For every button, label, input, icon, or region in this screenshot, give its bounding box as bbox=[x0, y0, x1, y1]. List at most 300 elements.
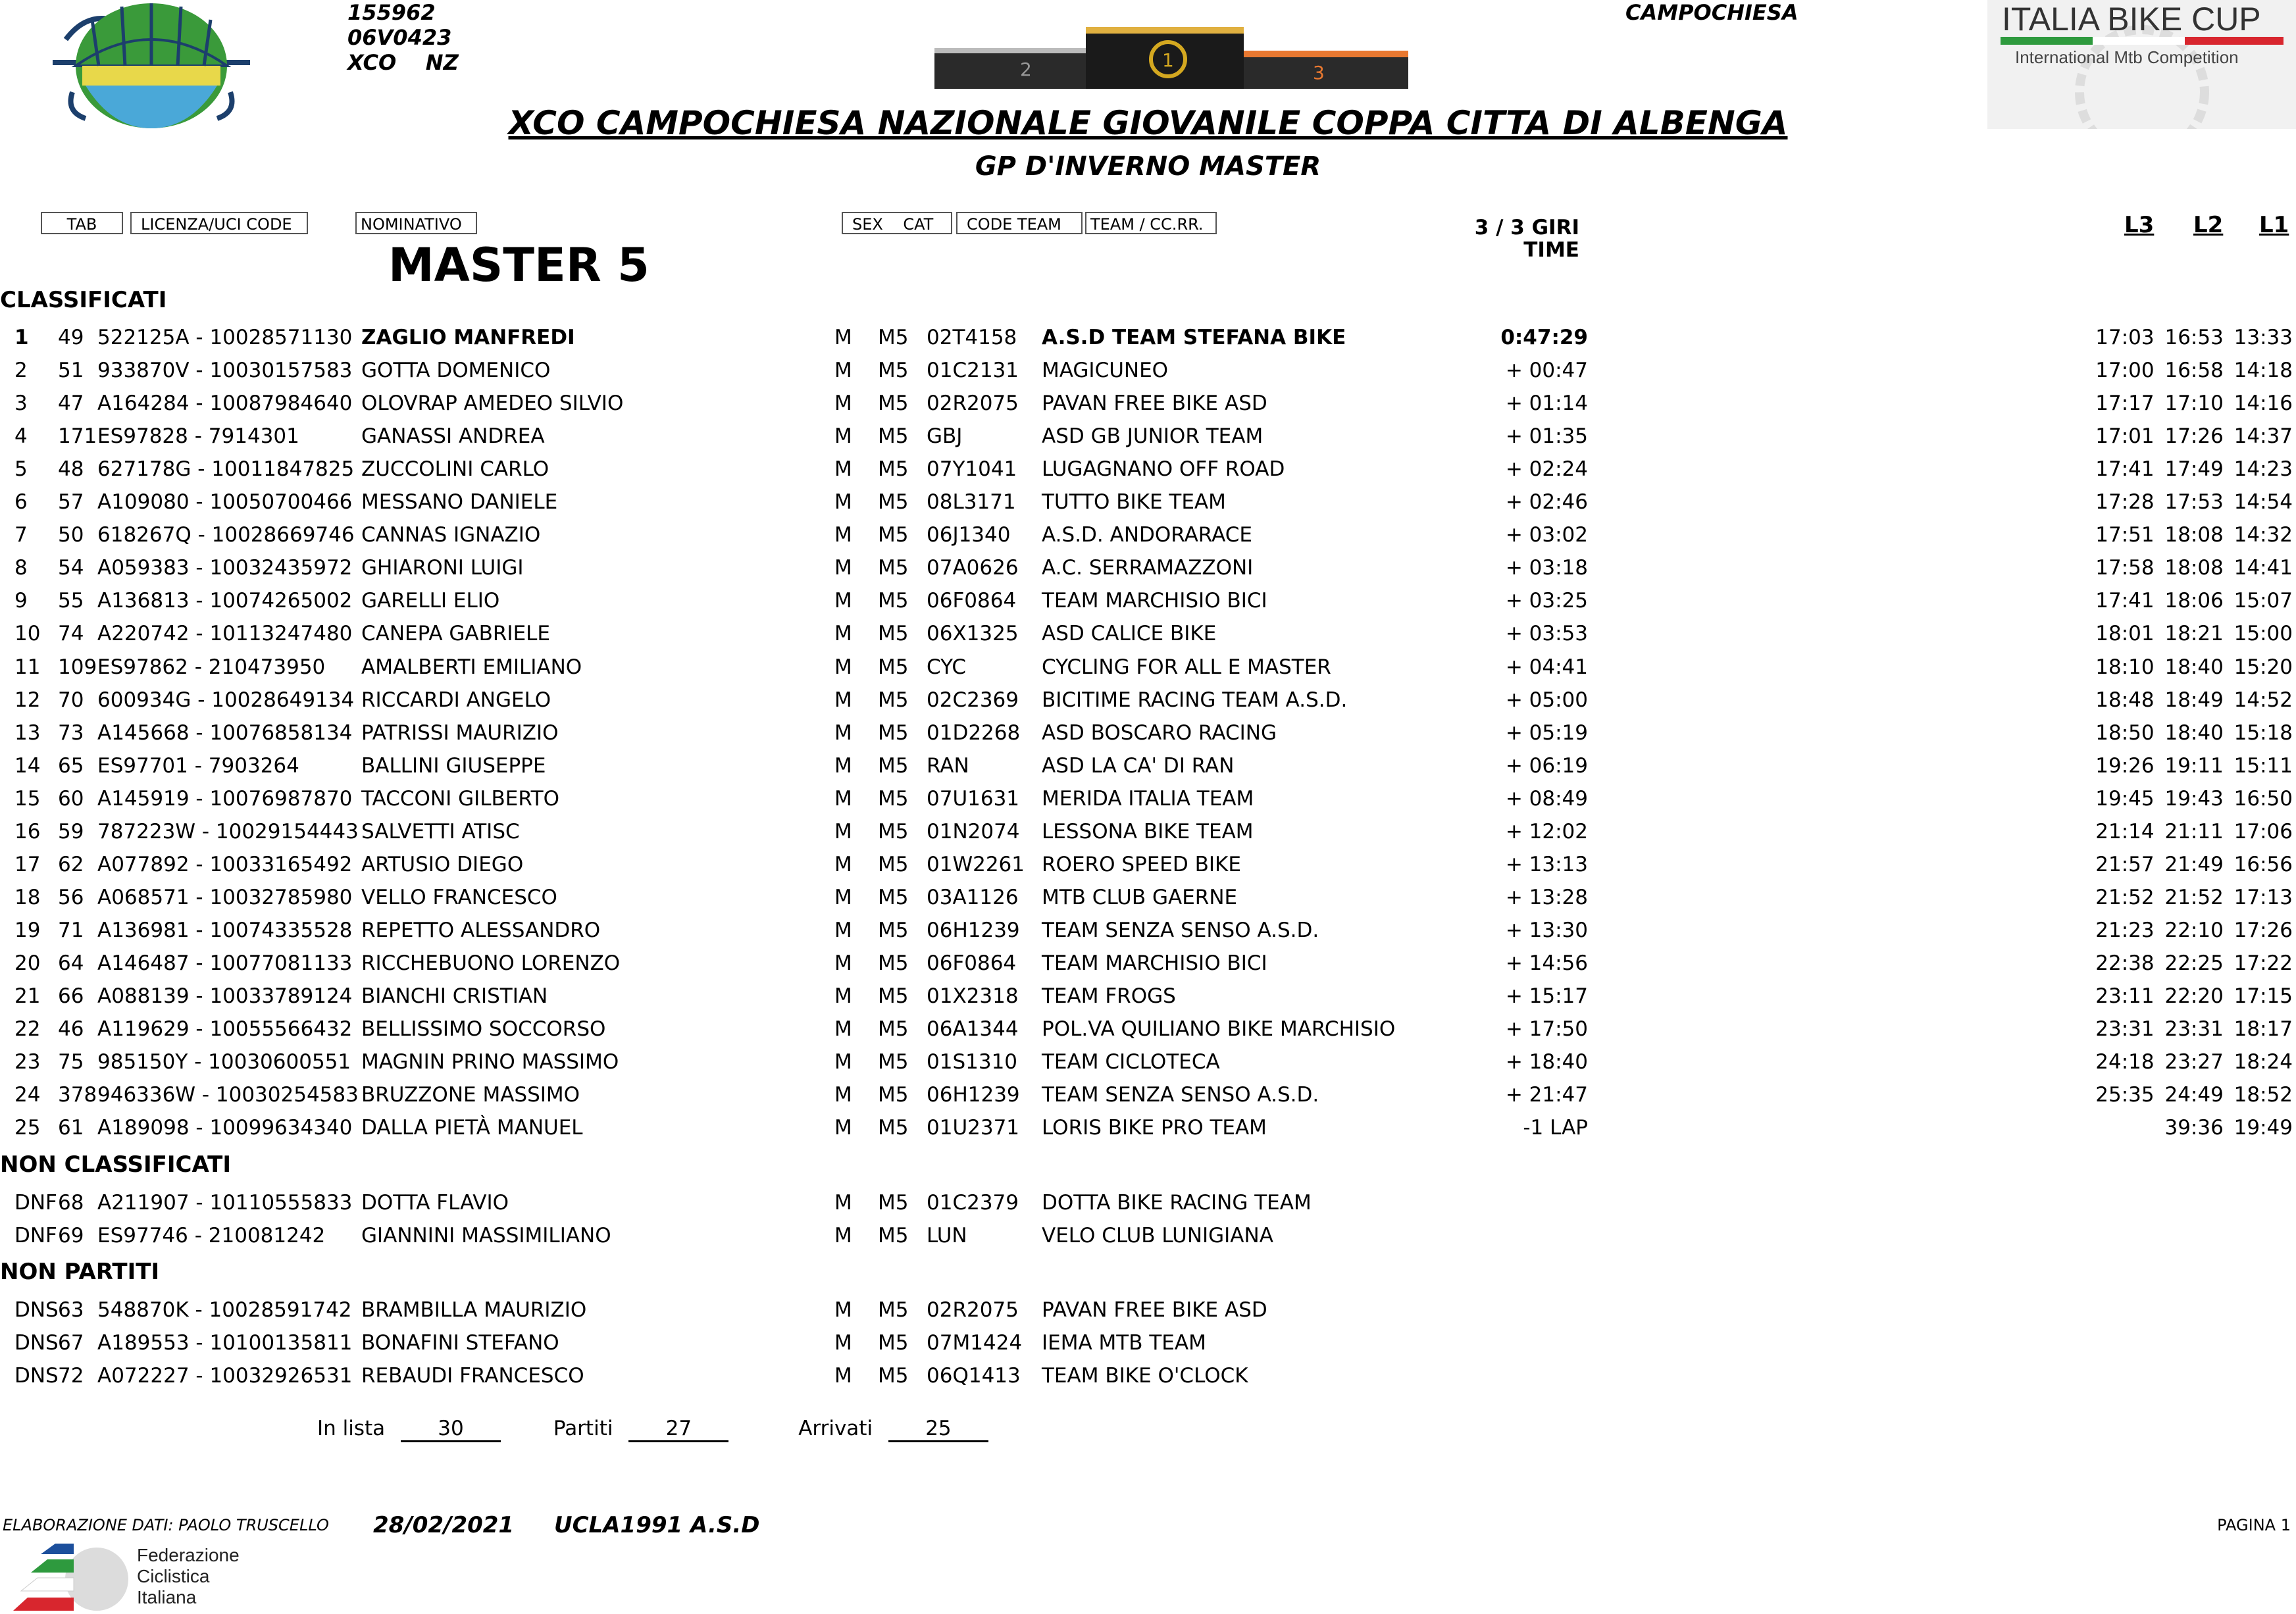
category: M5 bbox=[878, 819, 909, 844]
team-code: 06A1344 bbox=[927, 1017, 1019, 1042]
license-code: A146487 - 10077081133 bbox=[97, 951, 353, 975]
team-name: LUGAGNANO OFF ROAD bbox=[1042, 457, 1285, 482]
bib-number: 68 bbox=[58, 1191, 84, 1215]
license-code: 600934G - 10028649134 bbox=[97, 688, 355, 712]
team-name: BICITIME RACING TEAM A.S.D. bbox=[1042, 688, 1348, 712]
result-row bbox=[0, 980, 2296, 1013]
lap-times: 24:18 23:27 18:24 bbox=[2095, 1050, 2293, 1074]
team-code: 01D2268 bbox=[927, 720, 1021, 745]
team-name: MAGICUNEO bbox=[1042, 359, 1169, 383]
rider-name: GIANNINI MASSIMILIANO bbox=[361, 1224, 611, 1248]
position: 13 bbox=[14, 720, 41, 745]
sex: M bbox=[834, 359, 852, 383]
result-row bbox=[0, 551, 2296, 584]
location-label: CAMPOCHIESA bbox=[1625, 0, 1799, 25]
bib-number: 378 bbox=[58, 1083, 97, 1107]
rider-name: ZUCCOLINI CARLO bbox=[361, 457, 549, 482]
sex: M bbox=[834, 1224, 852, 1248]
col-header-l3: L3 bbox=[2124, 212, 2155, 238]
fci-logo bbox=[8, 1540, 133, 1611]
col-header-l1: L1 bbox=[2259, 212, 2289, 238]
team-code: 07M1424 bbox=[927, 1331, 1023, 1355]
license-code: A211907 - 10110555833 bbox=[97, 1191, 353, 1215]
footer-date: 28/02/2021 bbox=[373, 1512, 515, 1538]
team-name: MTB CLUB GAERNE bbox=[1042, 885, 1238, 909]
sex: M bbox=[834, 852, 852, 876]
category: M5 bbox=[878, 359, 909, 383]
rider-name: MESSANO DANIELE bbox=[361, 490, 558, 515]
bib-number: 65 bbox=[58, 753, 84, 778]
finish-time: + 03:02 bbox=[1505, 523, 1588, 547]
sex: M bbox=[834, 589, 852, 613]
col-header-time: TIME bbox=[1523, 238, 1579, 262]
category-title: MASTER 5 bbox=[388, 238, 650, 292]
fci-line-2: Ciclistica bbox=[137, 1566, 210, 1586]
position: 6 bbox=[14, 490, 28, 515]
license-code: 985150Y - 10030600551 bbox=[97, 1050, 351, 1074]
category: M5 bbox=[878, 951, 909, 975]
bib-number: 49 bbox=[58, 326, 84, 349]
event-subtitle: GP D'INVERNO MASTER bbox=[975, 151, 1321, 182]
rider-name: AMALBERTI EMILIANO bbox=[361, 655, 582, 679]
result-row bbox=[0, 815, 2296, 848]
result-row bbox=[0, 782, 2296, 815]
event-title: XCO CAMPOCHIESA NAZIONALE GIOVANILE COPPA CITTA DI ALBENGA bbox=[508, 104, 1788, 142]
team-name: TUTTO BIKE TEAM bbox=[1042, 490, 1226, 515]
license-code: A189553 - 10100135811 bbox=[97, 1331, 353, 1355]
position: 22 bbox=[14, 1017, 41, 1042]
category: M5 bbox=[878, 391, 909, 416]
finish-time: + 03:25 bbox=[1505, 589, 1588, 613]
license-code: 787223W - 10029154443 bbox=[97, 819, 359, 844]
lap-times: 19:26 19:11 15:11 bbox=[2095, 753, 2293, 778]
arrivati-value: 25 bbox=[888, 1417, 988, 1442]
category: M5 bbox=[878, 655, 909, 679]
team-name: LORIS BIKE PRO TEAM bbox=[1042, 1116, 1267, 1140]
sex: M bbox=[834, 951, 852, 975]
lap-times: 19:45 19:43 16:50 bbox=[2095, 786, 2293, 811]
team-name: VELO CLUB LUNIGIANA bbox=[1042, 1224, 1273, 1248]
category: M5 bbox=[878, 589, 909, 613]
result-row bbox=[0, 684, 2296, 717]
finish-time: + 13:30 bbox=[1505, 918, 1588, 942]
elaborazione-dati: ELABORAZIONE DATI: PAOLO TRUSCELLO bbox=[3, 1516, 329, 1534]
team-code: 01C2131 bbox=[927, 359, 1019, 383]
team-name: IEMA MTB TEAM bbox=[1042, 1331, 1206, 1355]
svg-text:1: 1 bbox=[1162, 49, 1174, 71]
rider-name: CANEPA GABRIELE bbox=[361, 622, 551, 646]
license-code: 618267Q - 10028669746 bbox=[97, 523, 355, 547]
license-code: A189098 - 10099634340 bbox=[97, 1116, 353, 1140]
rider-name: GARELLI ELIO bbox=[361, 589, 500, 613]
rider-name: MAGNIN PRINO MASSIMO bbox=[361, 1050, 619, 1074]
finish-time: + 01:35 bbox=[1505, 424, 1588, 449]
sex: M bbox=[834, 424, 852, 449]
bib-number: 54 bbox=[58, 556, 84, 580]
lap-times: 17:03 16:53 13:33 bbox=[2095, 326, 2293, 349]
lap-times: 17:28 17:53 14:54 bbox=[2095, 490, 2293, 515]
result-row bbox=[0, 1078, 2296, 1111]
result-row bbox=[0, 914, 2296, 947]
fci-line-1: Federazione bbox=[137, 1545, 240, 1565]
rider-name: RICCHEBUONO LORENZO bbox=[361, 951, 621, 975]
sex: M bbox=[834, 1116, 852, 1140]
result-row bbox=[0, 584, 2296, 617]
sex: M bbox=[834, 885, 852, 909]
sex: M bbox=[834, 622, 852, 646]
bib-number: 66 bbox=[58, 984, 84, 1008]
position: 19 bbox=[14, 918, 41, 942]
license-code: A068571 - 10032785980 bbox=[97, 885, 353, 909]
rider-name: SALVETTI ATISC bbox=[361, 819, 520, 844]
sex: M bbox=[834, 918, 852, 942]
sex: M bbox=[834, 1298, 852, 1322]
team-name: ROERO SPEED BIKE bbox=[1042, 852, 1241, 876]
team-name: TEAM BIKE O'CLOCK bbox=[1042, 1364, 1248, 1388]
rider-name: TACCONI GILBERTO bbox=[361, 786, 559, 811]
team-name: TEAM FROGS bbox=[1042, 984, 1176, 1008]
license-code: A136981 - 10074335528 bbox=[97, 918, 353, 942]
lap-times: 17:58 18:08 14:41 bbox=[2095, 556, 2293, 580]
position: 8 bbox=[14, 556, 28, 580]
in-lista-value: 30 bbox=[401, 1417, 501, 1442]
italia-bike-cup-title: ITALIA BIKE CUP bbox=[2002, 1, 2261, 38]
position: DNS bbox=[14, 1364, 59, 1388]
position: DNF bbox=[14, 1191, 57, 1215]
team-code: 06H1239 bbox=[927, 1083, 1020, 1107]
sex: M bbox=[834, 688, 852, 712]
bib-number: 56 bbox=[58, 885, 84, 909]
team-code: RAN bbox=[927, 753, 969, 778]
position: 2 bbox=[14, 359, 28, 383]
rider-name: BRAMBILLA MAURIZIO bbox=[361, 1298, 587, 1322]
rider-name: PATRISSI MAURIZIO bbox=[361, 720, 559, 745]
col-header-nominativo: NOMINATIVO bbox=[355, 212, 477, 234]
result-row bbox=[0, 1046, 2296, 1078]
bib-number: 63 bbox=[58, 1298, 84, 1322]
lap-times: 17:17 17:10 14:16 bbox=[2095, 391, 2293, 416]
position: 23 bbox=[14, 1050, 41, 1074]
col-header-code-team: CODE TEAM bbox=[956, 212, 1083, 234]
result-row bbox=[0, 617, 2296, 650]
rider-name: GOTTA DOMENICO bbox=[361, 359, 551, 383]
sex: M bbox=[834, 720, 852, 745]
team-code: 01C2379 bbox=[927, 1191, 1019, 1215]
rider-name: ZAGLIO MANFREDI bbox=[361, 326, 575, 349]
finish-time: + 05:19 bbox=[1505, 720, 1588, 745]
sex: M bbox=[834, 786, 852, 811]
section-non-partiti: NON PARTITI bbox=[0, 1259, 160, 1285]
result-row bbox=[0, 848, 2296, 881]
result-row bbox=[0, 947, 2296, 980]
result-row bbox=[0, 1013, 2296, 1046]
team-code: 02R2075 bbox=[927, 1298, 1019, 1322]
bib-number: 46 bbox=[58, 1017, 84, 1042]
result-row bbox=[0, 453, 2296, 486]
svg-text:3: 3 bbox=[1313, 62, 1325, 84]
bib-number: 55 bbox=[58, 589, 84, 613]
finish-time: + 12:02 bbox=[1505, 819, 1588, 844]
lap-times: 21:57 21:49 16:56 bbox=[2095, 852, 2293, 876]
result-row bbox=[0, 1294, 2296, 1326]
bib-number: 47 bbox=[58, 391, 84, 416]
bib-number: 69 bbox=[58, 1224, 84, 1248]
category: M5 bbox=[878, 1298, 909, 1322]
license-code: 946336W - 10030254583 bbox=[97, 1083, 359, 1107]
lap-times: 39:36 19:49 bbox=[2164, 1116, 2293, 1140]
bib-number: 50 bbox=[58, 523, 84, 547]
team-code: LUN bbox=[927, 1224, 967, 1248]
lap-times: 22:38 22:25 17:22 bbox=[2095, 951, 2293, 975]
position: 5 bbox=[14, 457, 28, 482]
team-code: 01N2074 bbox=[927, 819, 1020, 844]
team-name: CYCLING FOR ALL E MASTER bbox=[1042, 655, 1331, 679]
license-code: 627178G - 10011847825 bbox=[97, 457, 355, 482]
team-name: A.C. SERRAMAZZONI bbox=[1042, 556, 1254, 580]
team-code: 07Y1041 bbox=[927, 457, 1017, 482]
license-code: ES97746 - 210081242 bbox=[97, 1224, 326, 1248]
fci-line-3: Italiana bbox=[137, 1587, 197, 1607]
finish-time: + 06:19 bbox=[1505, 753, 1588, 778]
category: M5 bbox=[878, 984, 909, 1008]
sex: M bbox=[834, 1083, 852, 1107]
license-code: 548870K - 10028591742 bbox=[97, 1298, 352, 1322]
team-code: 03A1126 bbox=[927, 885, 1019, 909]
rider-name: DALLA PIETÀ MANUEL bbox=[361, 1116, 583, 1140]
position: DNS bbox=[14, 1298, 59, 1322]
result-row bbox=[0, 749, 2296, 782]
rider-name: REPETTO ALESSANDRO bbox=[361, 918, 601, 942]
sex: M bbox=[834, 1364, 852, 1388]
team-code: 06J1340 bbox=[927, 523, 1011, 547]
license-code: 522125A - 10028571130 bbox=[97, 326, 353, 349]
result-row bbox=[0, 881, 2296, 914]
position: 18 bbox=[14, 885, 41, 909]
lap-times: 17:01 17:26 14:37 bbox=[2095, 424, 2293, 449]
position: 15 bbox=[14, 786, 41, 811]
event-code-2: 06V0423 bbox=[347, 25, 452, 50]
category: M5 bbox=[878, 1116, 909, 1140]
finish-time: 0:47:29 bbox=[1500, 326, 1588, 349]
team-name: TEAM CICLOTECA bbox=[1042, 1050, 1220, 1074]
partiti-value: 27 bbox=[628, 1417, 728, 1442]
category: M5 bbox=[878, 1083, 909, 1107]
bib-number: 74 bbox=[58, 622, 84, 646]
sex: M bbox=[834, 753, 852, 778]
col-header-team: TEAM / CC.RR. bbox=[1085, 212, 1217, 234]
lap-times: 21:52 21:52 17:13 bbox=[2095, 885, 2293, 909]
rider-name: DOTTA FLAVIO bbox=[361, 1191, 509, 1215]
position: 16 bbox=[14, 819, 41, 844]
sex: M bbox=[834, 523, 852, 547]
rider-name: RICCARDI ANGELO bbox=[361, 688, 551, 712]
license-code: ES97828 - 7914301 bbox=[97, 424, 299, 449]
team-code: 01U2371 bbox=[927, 1116, 1020, 1140]
lap-times: 18:48 18:49 14:52 bbox=[2095, 688, 2293, 712]
position: 4 bbox=[14, 424, 28, 449]
category: M5 bbox=[878, 622, 909, 646]
finish-time: + 08:49 bbox=[1505, 786, 1588, 811]
rider-name: OLOVRAP AMEDEO SILVIO bbox=[361, 391, 624, 416]
lap-times: 17:41 18:06 15:07 bbox=[2095, 589, 2293, 613]
svg-text:2: 2 bbox=[1020, 59, 1032, 80]
license-code: A164284 - 10087984640 bbox=[97, 391, 353, 416]
finish-time: + 13:28 bbox=[1505, 885, 1588, 909]
in-lista-label: In lista bbox=[317, 1417, 386, 1440]
lap-times: 21:23 22:10 17:26 bbox=[2095, 918, 2293, 942]
event-code-3: XCO NZ bbox=[347, 50, 459, 75]
team-code: 01S1310 bbox=[927, 1050, 1018, 1074]
team-code: 06H1239 bbox=[927, 918, 1020, 942]
bib-number: 109 bbox=[58, 655, 97, 679]
bib-number: 73 bbox=[58, 720, 84, 745]
license-code: A088139 - 10033789124 bbox=[97, 984, 353, 1008]
rider-name: BONAFINI STEFANO bbox=[361, 1331, 559, 1355]
finish-time: + 02:24 bbox=[1505, 457, 1588, 482]
fci-text bbox=[137, 1545, 240, 1608]
license-code: A145919 - 10076987870 bbox=[97, 786, 353, 811]
partiti-label: Partiti bbox=[553, 1417, 613, 1440]
team-name: POL.VA QUILIANO BIKE MARCHISIO bbox=[1042, 1017, 1396, 1042]
team-name: A.S.D TEAM STEFANA BIKE bbox=[1042, 326, 1346, 349]
sex: M bbox=[834, 391, 852, 416]
category: M5 bbox=[878, 885, 909, 909]
bib-number: 75 bbox=[58, 1050, 84, 1074]
bib-number: 48 bbox=[58, 457, 84, 482]
team-code: 06Q1413 bbox=[927, 1364, 1021, 1388]
position: 3 bbox=[14, 391, 28, 416]
section-non-classificati: NON CLASSIFICATI bbox=[0, 1151, 232, 1178]
rider-name: BELLISSIMO SOCCORSO bbox=[361, 1017, 606, 1042]
license-code: ES97701 - 7903264 bbox=[97, 753, 299, 778]
lap-times: 17:51 18:08 14:32 bbox=[2095, 523, 2293, 547]
sex: M bbox=[834, 457, 852, 482]
team-name: TEAM SENZA SENSO A.S.D. bbox=[1042, 918, 1319, 942]
position: DNS bbox=[14, 1331, 59, 1355]
license-code: A109080 - 10050700466 bbox=[97, 490, 353, 515]
category: M5 bbox=[878, 753, 909, 778]
team-code: GBJ bbox=[927, 424, 963, 449]
position: DNF bbox=[14, 1224, 57, 1248]
result-row bbox=[0, 651, 2296, 684]
license-code: A220742 - 10113247480 bbox=[97, 622, 353, 646]
result-row bbox=[0, 354, 2296, 387]
rider-name: ARTUSIO DIEGO bbox=[361, 852, 524, 876]
finish-time: + 03:18 bbox=[1505, 556, 1588, 580]
sex: M bbox=[834, 490, 852, 515]
finish-time: + 14:56 bbox=[1505, 951, 1588, 975]
team-name: A.S.D. ANDORARACE bbox=[1042, 523, 1252, 547]
license-code: A119629 - 10055566432 bbox=[97, 1017, 353, 1042]
team-code: 07A0626 bbox=[927, 556, 1019, 580]
finish-time: + 21:47 bbox=[1505, 1083, 1588, 1107]
lap-times: 18:50 18:40 15:18 bbox=[2095, 720, 2293, 745]
finish-time: + 01:14 bbox=[1505, 391, 1588, 416]
result-row bbox=[0, 1186, 2296, 1219]
team-code: 02C2369 bbox=[927, 688, 1019, 712]
team-code: 08L3171 bbox=[927, 490, 1016, 515]
rider-name: GANASSI ANDREA bbox=[361, 424, 545, 449]
finish-time: + 13:13 bbox=[1505, 852, 1588, 876]
category: M5 bbox=[878, 1364, 909, 1388]
team-name: TEAM MARCHISIO BICI bbox=[1042, 589, 1267, 613]
license-code: 933870V - 10030157583 bbox=[97, 359, 353, 383]
bib-number: 59 bbox=[58, 819, 84, 844]
team-name: LESSONA BIKE TEAM bbox=[1042, 819, 1254, 844]
position: 20 bbox=[14, 951, 41, 975]
category: M5 bbox=[878, 1224, 909, 1248]
sex: M bbox=[834, 1050, 852, 1074]
finish-time: + 05:00 bbox=[1505, 688, 1588, 712]
rider-name: BIANCHI CRISTIAN bbox=[361, 984, 548, 1008]
arrivati-label: Arrivati bbox=[798, 1417, 873, 1440]
finish-time: + 00:47 bbox=[1505, 359, 1588, 383]
result-row bbox=[0, 486, 2296, 518]
team-code: 06F0864 bbox=[927, 589, 1017, 613]
col-header-giri: 3 / 3 GIRI bbox=[1474, 216, 1579, 240]
position: 24 bbox=[14, 1083, 41, 1107]
bib-number: 67 bbox=[58, 1331, 84, 1355]
bib-number: 64 bbox=[58, 951, 84, 975]
bib-number: 61 bbox=[58, 1116, 84, 1140]
lap-times: 18:10 18:40 15:20 bbox=[2095, 655, 2293, 679]
position: 11 bbox=[14, 655, 41, 679]
sex: M bbox=[834, 984, 852, 1008]
sex: M bbox=[834, 819, 852, 844]
position: 14 bbox=[14, 753, 41, 778]
sex: M bbox=[834, 1331, 852, 1355]
position: 12 bbox=[14, 688, 41, 712]
team-name: ASD CALICE BIKE bbox=[1042, 622, 1217, 646]
category: M5 bbox=[878, 688, 909, 712]
category: M5 bbox=[878, 490, 909, 515]
team-name: ASD BOSCARO RACING bbox=[1042, 720, 1277, 745]
team-name: DOTTA BIKE RACING TEAM bbox=[1042, 1191, 1312, 1215]
team-name: PAVAN FREE BIKE ASD bbox=[1042, 1298, 1267, 1322]
team-code: 01W2261 bbox=[927, 852, 1025, 876]
italia-bike-cup-subtitle: International Mtb Competition bbox=[2015, 47, 2239, 67]
podium-image bbox=[934, 23, 1408, 89]
license-code: A145668 - 10076858134 bbox=[97, 720, 353, 745]
team-code: 02T4158 bbox=[927, 326, 1017, 349]
team-code: 06X1325 bbox=[927, 622, 1019, 646]
lap-times: 17:41 17:49 14:23 bbox=[2095, 457, 2293, 482]
team-name: ASD LA CA' DI RAN bbox=[1042, 753, 1235, 778]
team-code: CYC bbox=[927, 655, 966, 679]
bib-number: 71 bbox=[58, 918, 84, 942]
team-name: ASD GB JUNIOR TEAM bbox=[1042, 424, 1263, 449]
finish-time: + 18:40 bbox=[1505, 1050, 1588, 1074]
team-code: 06F0864 bbox=[927, 951, 1017, 975]
finish-time: + 03:53 bbox=[1505, 622, 1588, 646]
team-name: MERIDA ITALIA TEAM bbox=[1042, 786, 1254, 811]
team-code: 01X2318 bbox=[927, 984, 1019, 1008]
bib-number: 171 bbox=[58, 424, 97, 449]
category: M5 bbox=[878, 852, 909, 876]
lap-times: 23:11 22:20 17:15 bbox=[2095, 984, 2293, 1008]
col-header-l2: L2 bbox=[2193, 212, 2224, 238]
category: M5 bbox=[878, 1050, 909, 1074]
finish-time: + 17:50 bbox=[1505, 1017, 1588, 1042]
result-row bbox=[0, 387, 2296, 420]
result-row bbox=[0, 518, 2296, 551]
position: 17 bbox=[14, 852, 41, 876]
bib-number: 57 bbox=[58, 490, 84, 515]
position: 9 bbox=[14, 589, 28, 613]
event-code-1: 155962 bbox=[347, 0, 436, 25]
license-code: A136813 - 10074265002 bbox=[97, 589, 353, 613]
result-row bbox=[0, 1359, 2296, 1392]
